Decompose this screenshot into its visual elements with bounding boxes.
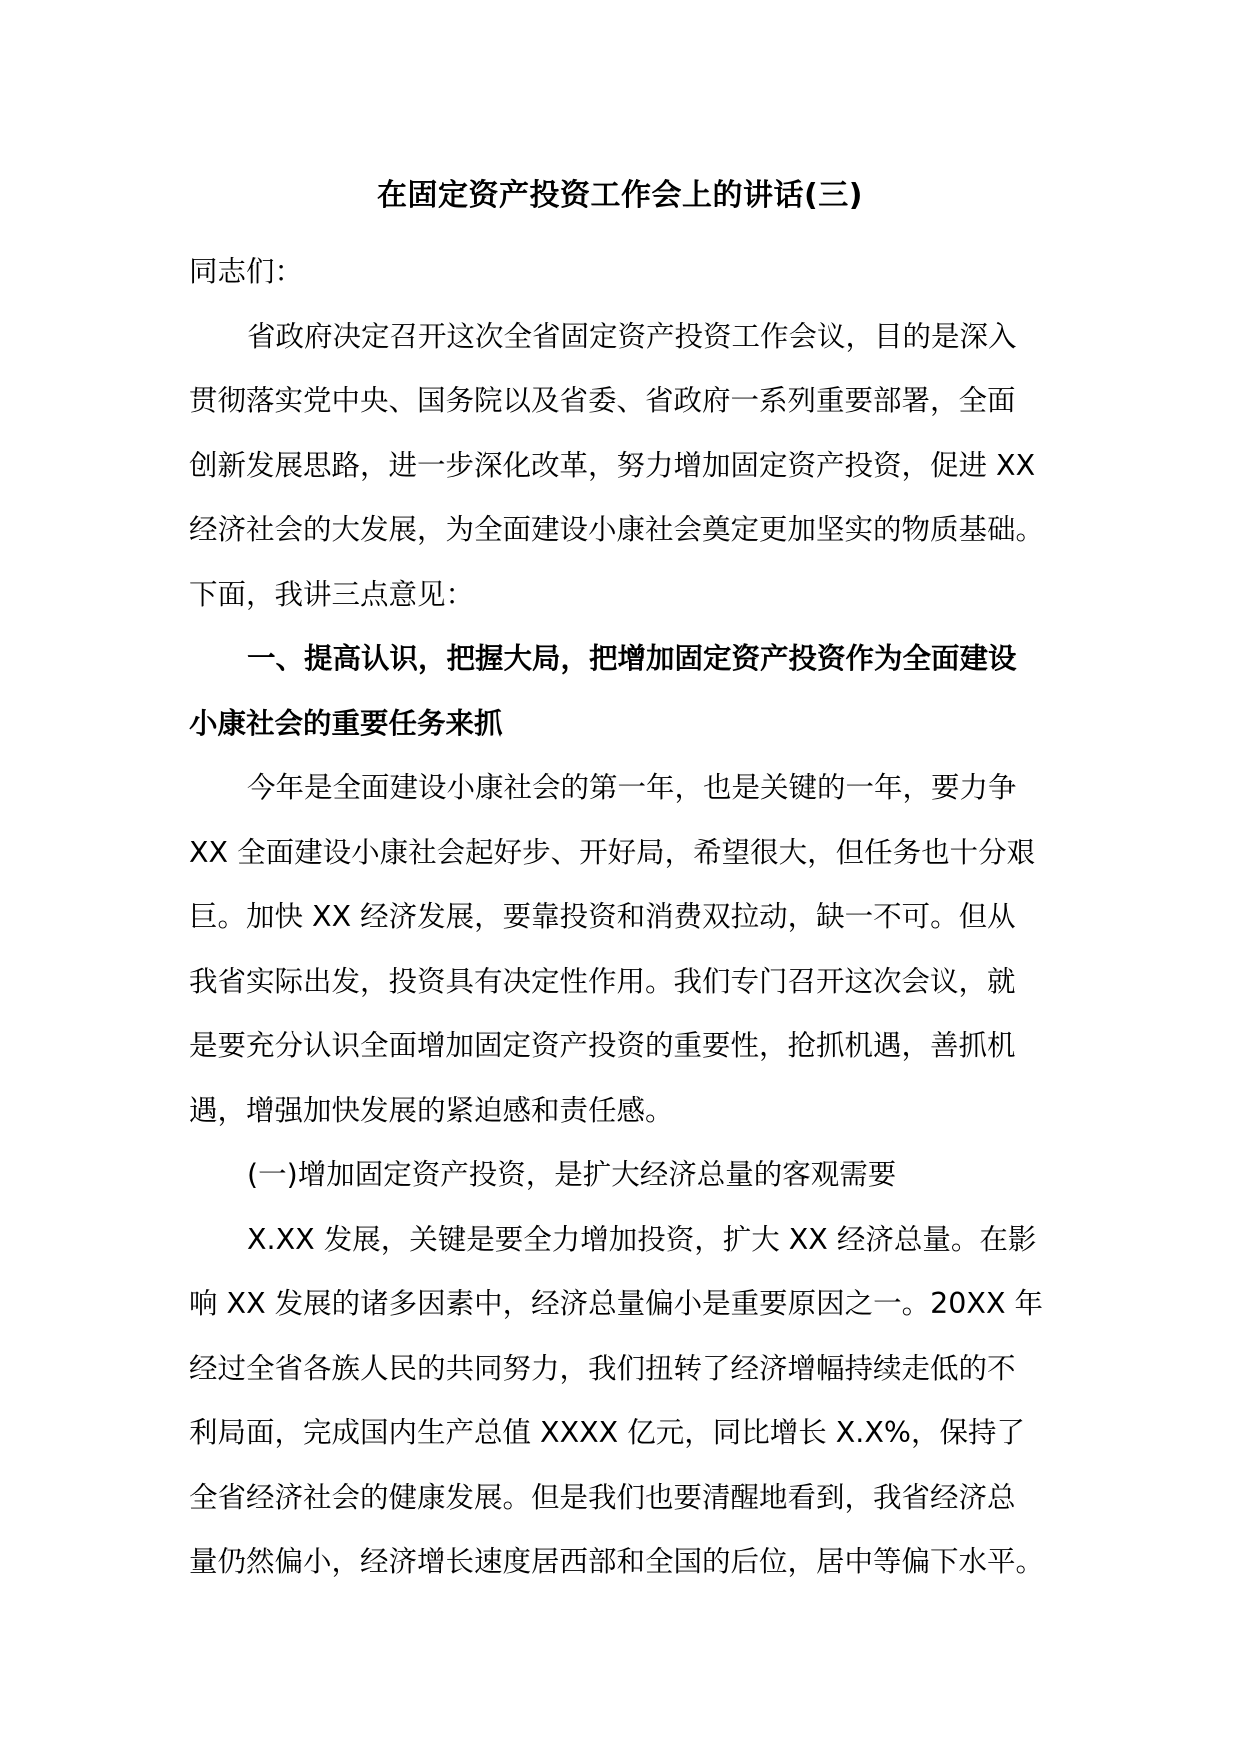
paragraph-line: 响 XX 发展的诸多因素中，经济总量偏小是重要原因之一。20XX 年 xyxy=(189,1287,1044,1320)
paragraph-line: 利局面，完成国内生产总值 XXXX 亿元，同比增长 X.X%，保持了 xyxy=(189,1416,1025,1449)
section-heading-line: 小康社会的重要任务来抓 xyxy=(189,706,503,740)
paragraph-line: 同志们： xyxy=(189,255,304,288)
paragraph-line: 创新发展思路，进一步深化改革，努力增加固定资产投资，促进 XX xyxy=(189,448,1036,482)
paragraph-line: (一)增加固定资产投资，是扩大经济总量的客观需要 xyxy=(247,1158,897,1191)
paragraph-line: 下面，我讲三点意见： xyxy=(189,577,475,611)
paragraph-line: 巨。加快 XX 经济发展，要靠投资和消费双拉动，缺一不可。但从 xyxy=(189,900,1016,933)
paragraph-line: 贯彻落实党中央、国务院以及省委、省政府一系列重要部署，全面 xyxy=(189,384,1016,417)
paragraph-line: 省政府决定召开这次全省固定资产投资工作会议，目的是深入 xyxy=(247,319,1017,353)
paragraph-line: XX 全面建设小康社会起好步、开好局，希望很大，但任务也十分艰 xyxy=(189,835,1036,869)
paragraph-line: 全省经济社会的健康发展。但是我们也要清醒地看到，我省经济总 xyxy=(189,1480,1016,1514)
paragraph-line: 我省实际出发，投资具有决定性作用。我们专门召开这次会议，就 xyxy=(189,964,1016,998)
paragraph-line: 今年是全面建设小康社会的第一年，也是关键的一年，要力争 xyxy=(247,771,1017,804)
paragraph-line: 量仍然偏小，经济增长速度居西部和全国的后位，居中等偏下水平。 xyxy=(189,1545,1045,1578)
paragraph-line: 经济社会的大发展，为全面建设小康社会奠定更加坚实的物质基础。 xyxy=(189,513,1045,546)
paragraph-line: X.XX 发展，关键是要全力增加投资，扩大 XX 经济总量。在影 xyxy=(247,1222,1037,1256)
section-heading-line: 一、提高认识，把握大局，把增加固定资产投资作为全面建设 xyxy=(247,642,1017,675)
paragraph-line: 是要充分认识全面增加固定资产投资的重要性，抢抓机遇，善抓机 xyxy=(189,1029,1016,1062)
document-body xyxy=(189,240,1057,1595)
paragraph-line: 遇，增强加快发展的紧迫感和责任感。 xyxy=(189,1093,674,1127)
document-title: 在固定资产投资工作会上的讲话(三) xyxy=(377,178,863,213)
paragraph-line: 经过全省各族人民的共同努力，我们扭转了经济增幅持续走低的不 xyxy=(189,1351,1016,1385)
